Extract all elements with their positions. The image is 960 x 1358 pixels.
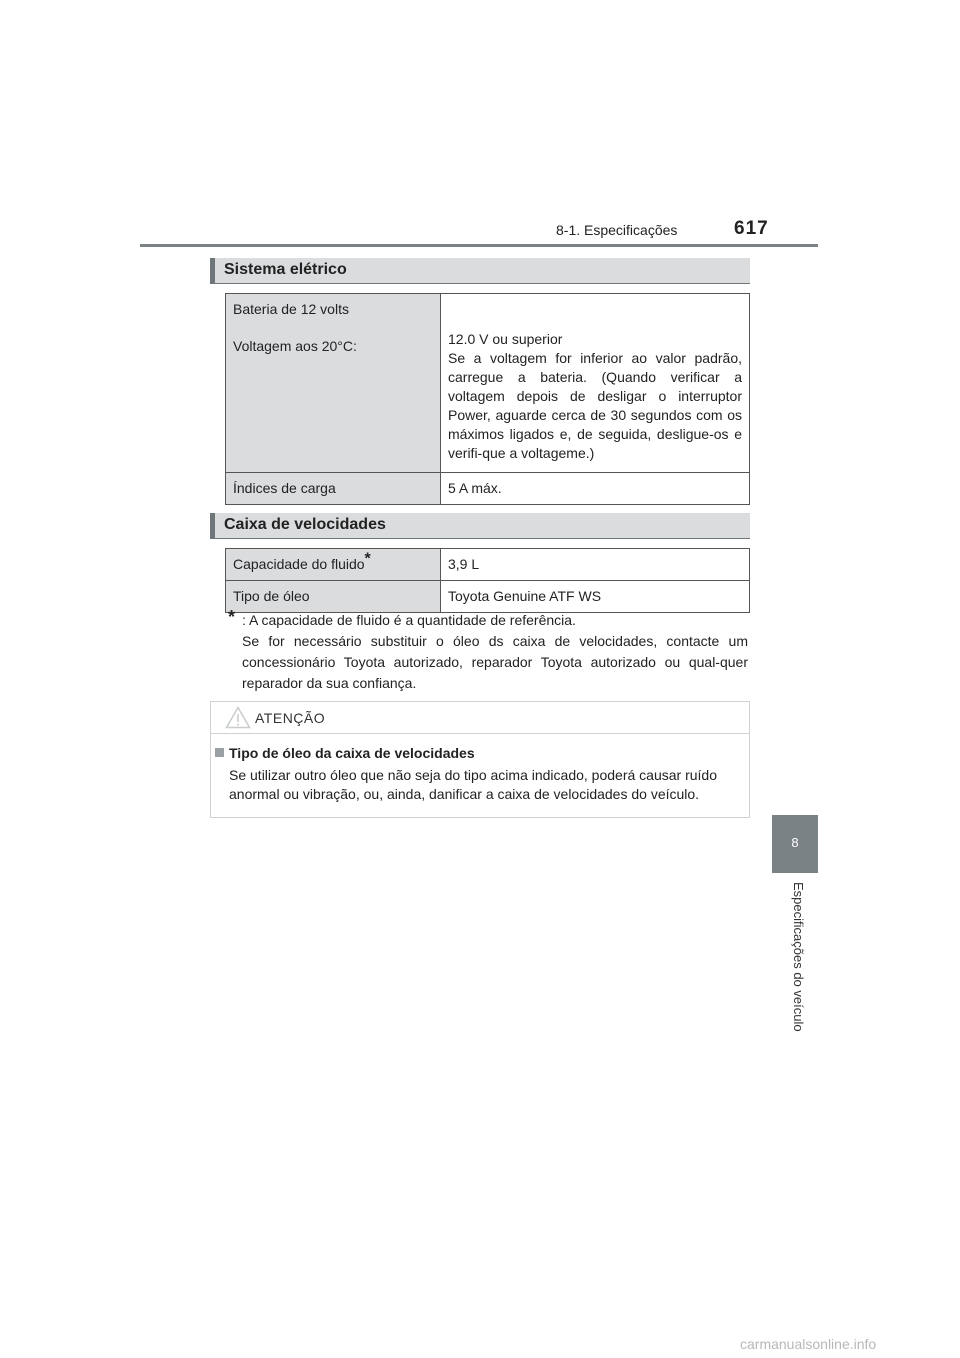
footnote-star: * [228, 607, 236, 627]
battery-label-cell [226, 294, 441, 473]
footnote-line2: Se for necessário substituir o óleo ds caixa de velocidades, contacte um concessionário Toyota autorizado, reparador Toyota autorizado ou qual-quer reparador da sua confiança. [242, 633, 748, 691]
watermark: carmanualsonline.info [740, 1336, 877, 1352]
table-row [226, 549, 750, 581]
section-heading: 8-1. Especificações [556, 222, 678, 238]
warning-triangle-icon [225, 706, 251, 729]
transmission-section-header [210, 513, 750, 539]
footnote-line1: : A capacidade de fluido é a quantidade de referência. [242, 612, 576, 628]
battery-label: Bateria de 12 volts [233, 301, 349, 317]
footnote [228, 607, 748, 694]
transmission-section-title: Caixa de velocidades [224, 516, 386, 533]
voltage-value: 12.0 V ou superior [448, 331, 563, 347]
warning-subtitle-row [215, 745, 475, 761]
warning-subtitle: Tipo de óleo da caixa de velocidades [229, 745, 475, 761]
electrical-section-title: Sistema elétrico [224, 261, 347, 278]
voltage-note: Se a voltagem for inferior ao valor padrão, carregue a bateria. (Quando verificar a voltagem depois de desligar o interruptor Power, aguarde cerca de 30 segundos com os máximos ligados e, de seguida, desligue-os e verifi-que a voltageme.) [448, 350, 742, 461]
header-divider [140, 244, 818, 247]
warning-text: Se utilizar outro óleo que não seja do tipo acima indicado, poderá causar ruído anormal ou vibração, ou, ainda, danificar a caixa de velocidades do veículo. [229, 767, 717, 802]
warning-box [210, 701, 750, 818]
capacity-label: Capacidade do fluido [233, 556, 365, 572]
transmission-spec-table [225, 548, 750, 613]
oil-value: Toyota Genuine ATF WS [441, 581, 750, 613]
warning-title: ATENÇÃO [255, 710, 326, 726]
capacity-value: 3,9 L [441, 549, 750, 581]
charge-label: Índices de carga [226, 473, 441, 505]
chapter-title: Especificações do veículo [791, 882, 806, 1032]
voltage-value-cell [441, 294, 750, 473]
oil-label: Tipo de óleo [226, 581, 441, 613]
page-number: 617 [734, 218, 769, 239]
section-marker [210, 258, 215, 283]
capacity-label-cell [226, 549, 441, 581]
warning-header [211, 702, 749, 734]
table-row [226, 294, 750, 473]
voltage-label: Voltagem aos 20°C: [233, 338, 357, 354]
chapter-number: 8 [791, 835, 799, 850]
bullet-square-icon [215, 748, 224, 757]
charge-value: 5 A máx. [441, 473, 750, 505]
footnote-marker: * [364, 550, 371, 568]
electrical-section-header [210, 258, 750, 284]
table-row [226, 581, 750, 613]
electrical-spec-table [225, 293, 750, 505]
section-marker [210, 513, 215, 538]
table-row [226, 473, 750, 505]
chapter-tab [772, 815, 818, 873]
